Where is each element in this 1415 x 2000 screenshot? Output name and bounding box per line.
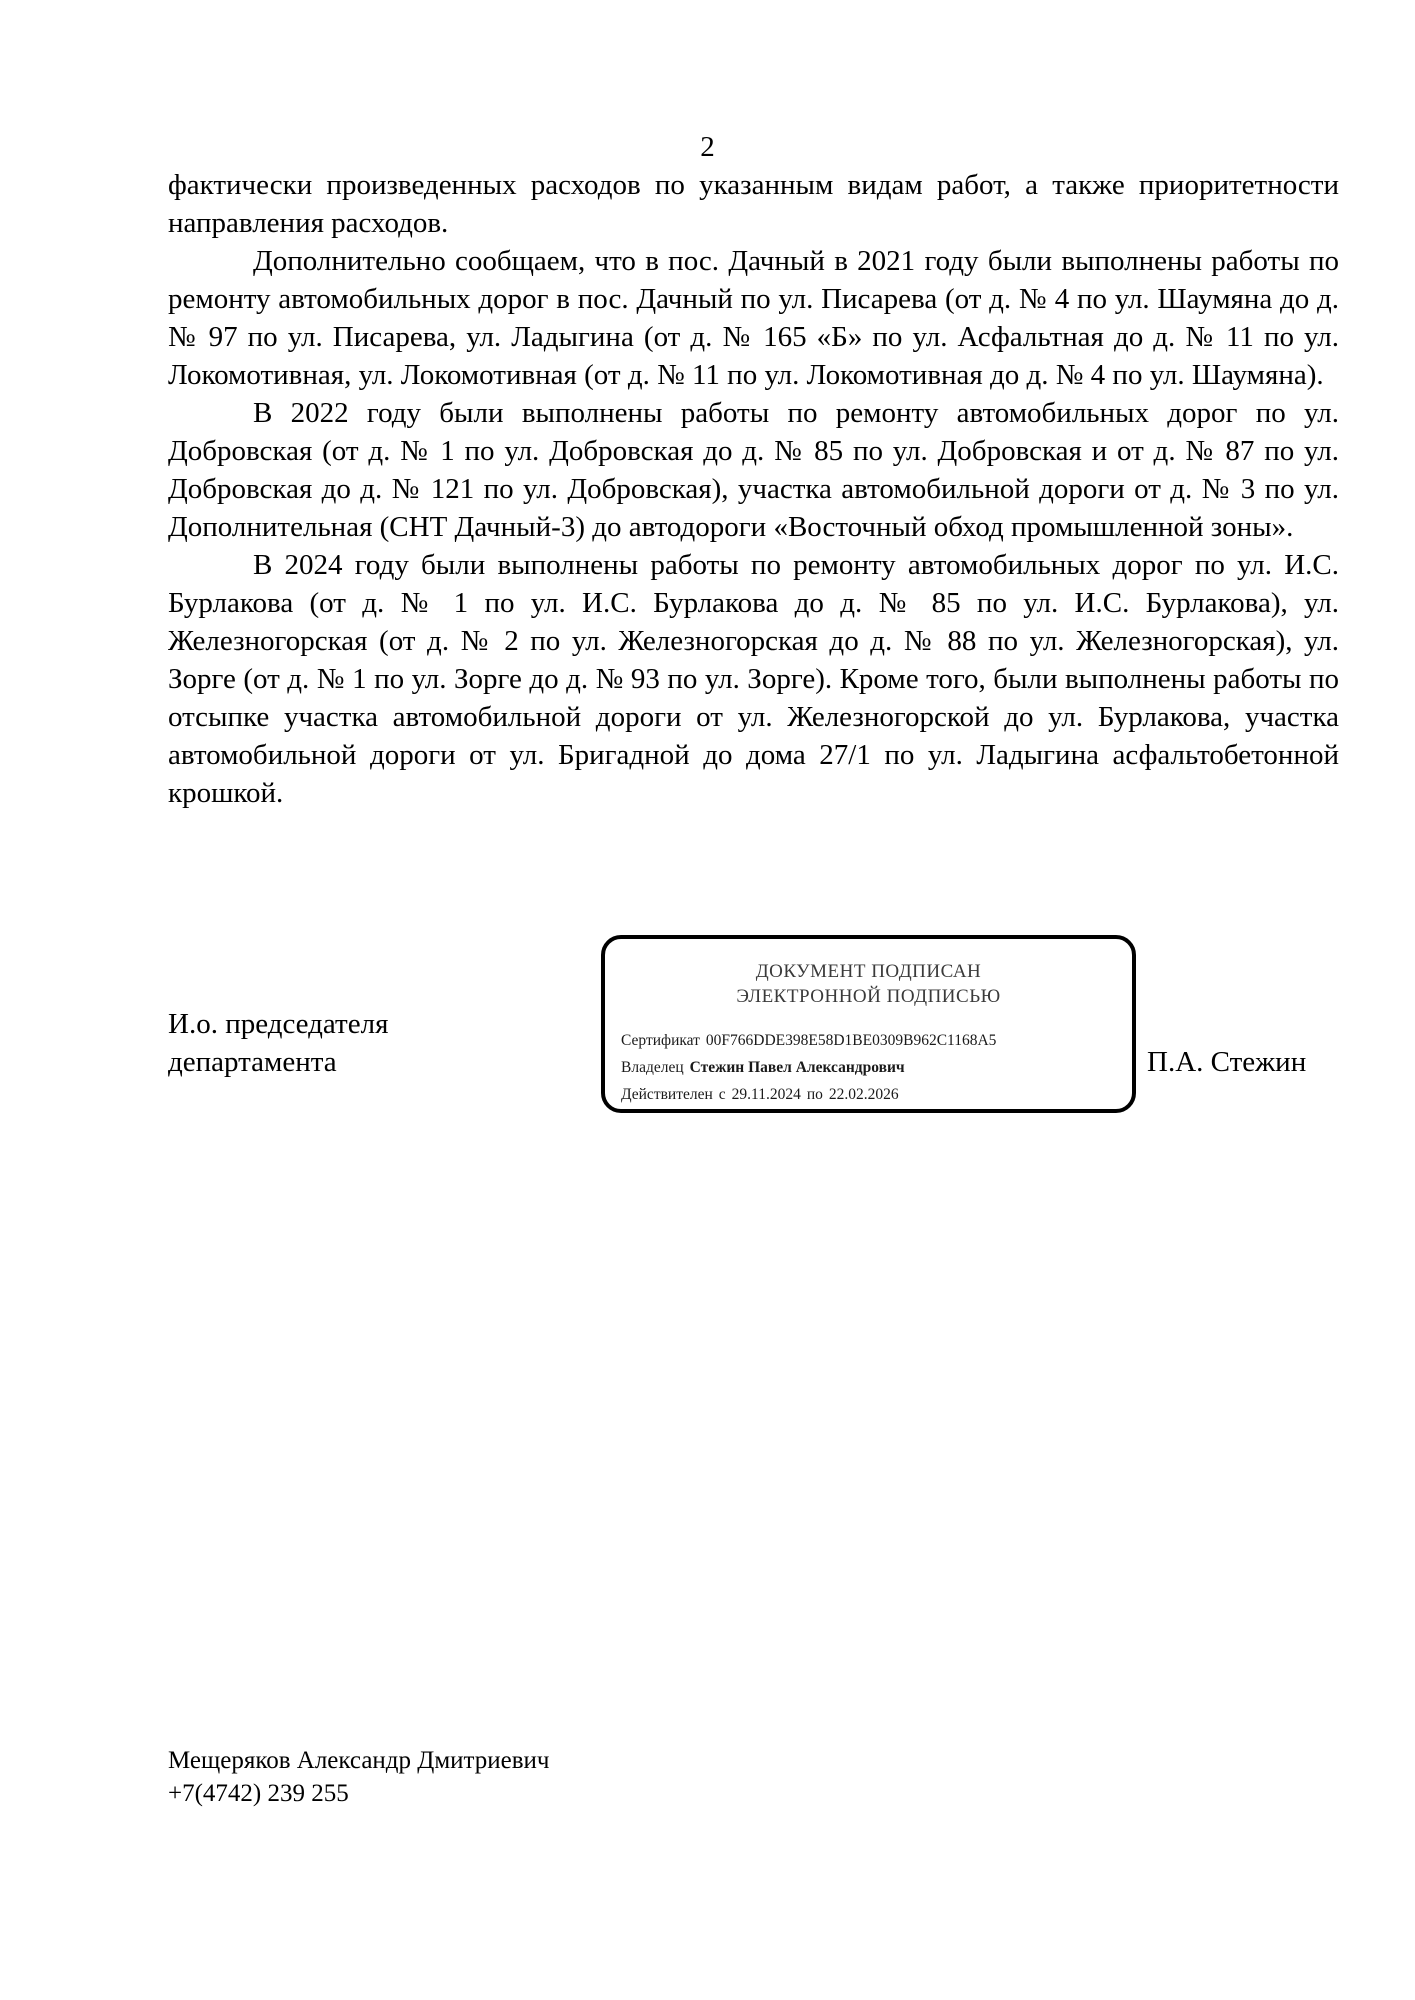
stamp-valid-to-label: по (806, 1086, 823, 1103)
position-line-2: департамента (168, 1046, 337, 1078)
stamp-heading (605, 959, 1132, 1009)
paragraph-2022-works: В 2022 году были выполнены работы по ремонту автомобильных дорог по ул. Добровская (от д. № 1 по ул. Добровская до д. № 85 по ул. Добровская и от д. № 87 по ул. Добровская до д. № 121 по ул. Добровская), участка автомобильной дороги от д. № 3 по ул. Дополнительная (СНТ Дачный-3) до автодороги «Восточный обход промышленной зоны». (168, 397, 1339, 543)
page-number: 2 (700, 131, 715, 163)
position-line-1: И.о. председателя (168, 1008, 389, 1040)
stamp-owner-value: Стежин Павел Александрович (689, 1059, 905, 1076)
letter-body (168, 166, 1339, 812)
executor-contact (168, 1744, 549, 1810)
executor-phone: +7(4742) 239 255 (168, 1780, 349, 1807)
stamp-owner-row (621, 1054, 996, 1081)
stamp-heading-line-2: ЭЛЕКТРОННОЙ ПОДПИСЬЮ (736, 986, 1001, 1007)
stamp-valid-from: 29.11.2024 (731, 1086, 801, 1103)
stamp-details (621, 1027, 996, 1108)
stamp-certificate-value: 00F766DDE398E58D1BE0309B962C1168A5 (705, 1032, 997, 1049)
paragraph-continuation: фактически произведенных расходов по указанным видам работ, а также приоритетности направления расходов. (168, 169, 1339, 239)
paragraph-2021-works: Дополнительно сообщаем, что в пос. Дачный в 2021 году были выполнены работы по ремонту автомобильных дорог в пос. Дачный по ул. Писарева (от д. № 4 по ул. Шаумяна до д. № 97 по ул. Писарева, ул. Ладыгина (от д. № 165 «Б» по ул. Асфальтная до д. № 11 по ул. Локомотивная, ул. Локомотивная (от д. № 11 по ул. Локомотивная до д. № 4 по ул. Шаумяна). (168, 245, 1339, 391)
stamp-certificate-row (621, 1027, 996, 1054)
stamp-validity-row (621, 1081, 996, 1108)
stamp-heading-line-1: ДОКУМЕНТ ПОДПИСАН (755, 961, 982, 982)
stamp-owner-label: Владелец (621, 1059, 684, 1076)
signatory-position (168, 1005, 388, 1081)
stamp-valid-from-label: с (718, 1086, 726, 1103)
signer-name: П.А. Стежин (1147, 1046, 1307, 1078)
stamp-certificate-label: Сертификат (621, 1032, 700, 1049)
electronic-signature-stamp (601, 935, 1136, 1113)
stamp-valid-label: Действителен (621, 1086, 713, 1103)
paragraph-2024-works: В 2024 году были выполнены работы по ремонту автомобильных дорог по ул. И.С. Бурлакова (от д. № 1 по ул. И.С. Бурлакова до д. № 85 по ул. И.С. Бурлакова), ул. Железногорская (от д. № 2 по ул. Железногорская до д. № 88 по ул. Железногорская), ул. Зорге (от д. № 1 по ул. Зорге до д. № 93 по ул. Зорге). Кроме того, были выполнены работы по отсыпке участка автомобильной дороги от ул. Железногорской до ул. Бурлакова, участка автомобильной дороги от ул. Бригадной до дома 27/1 по ул. Ладыгина асфальтобетонной крошкой. (168, 549, 1339, 809)
stamp-valid-to: 22.02.2026 (828, 1086, 899, 1103)
executor-name: Мещеряков Александр Дмитриевич (168, 1747, 550, 1774)
